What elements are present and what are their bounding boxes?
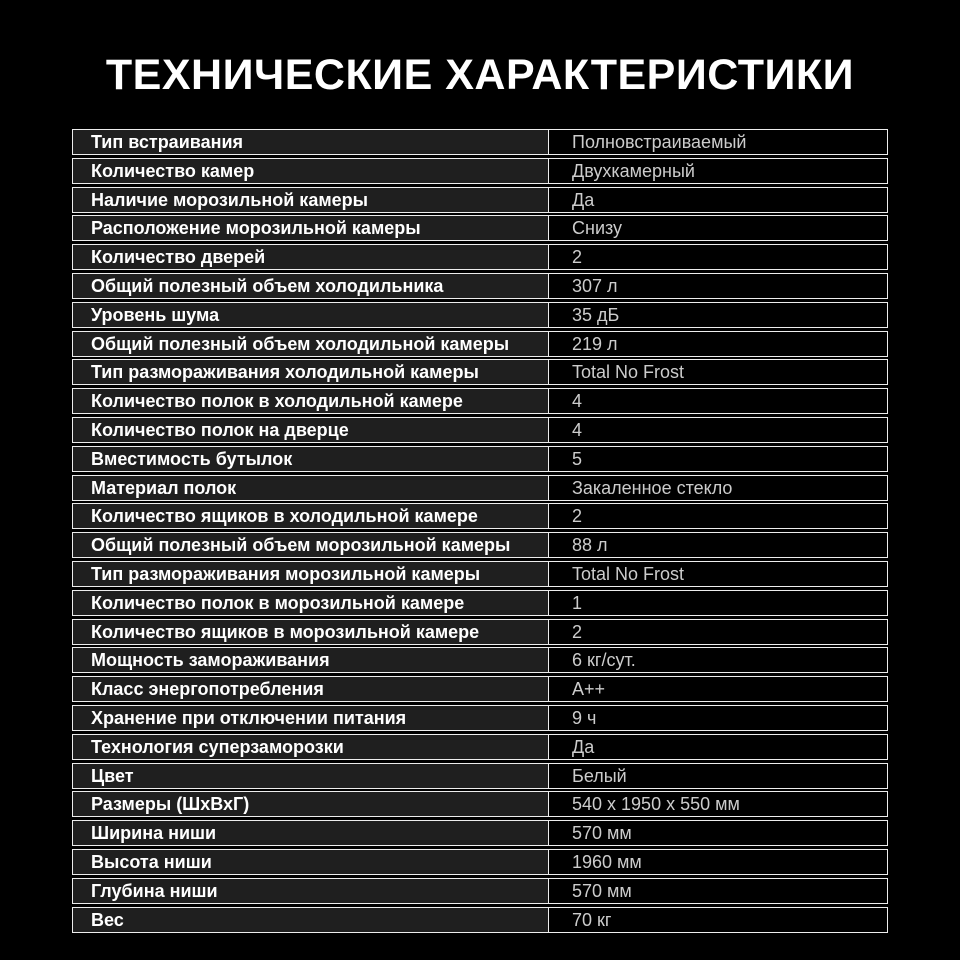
spec-table [72, 129, 888, 933]
spec-label: Размеры (ШхВхГ) [73, 792, 549, 816]
spec-row [72, 273, 888, 299]
spec-value: 540 x 1950 x 550 мм [549, 792, 887, 816]
spec-value: 5 [549, 447, 887, 471]
spec-value: Закаленное стекло [549, 476, 887, 500]
spec-row [72, 331, 888, 357]
spec-value: 570 мм [549, 821, 887, 845]
spec-value: 307 л [549, 274, 887, 298]
spec-row [72, 561, 888, 587]
spec-value: Полновстраиваемый [549, 130, 887, 154]
spec-label: Технология суперзаморозки [73, 735, 549, 759]
spec-value: 6 кг/сут. [549, 648, 887, 672]
spec-value: 4 [549, 389, 887, 413]
spec-row [72, 907, 888, 933]
spec-value: A++ [549, 677, 887, 701]
spec-label: Количество дверей [73, 245, 549, 269]
spec-label: Общий полезный объем холодильника [73, 274, 549, 298]
spec-row [72, 791, 888, 817]
spec-value: Двухкамерный [549, 159, 887, 183]
spec-label: Количество полок в морозильной камере [73, 591, 549, 615]
spec-row [72, 359, 888, 385]
spec-row [72, 244, 888, 270]
spec-value: 88 л [549, 533, 887, 557]
spec-row [72, 129, 888, 155]
page-title: ТЕХНИЧЕСКИЕ ХАРАКТЕРИСТИКИ [105, 51, 855, 99]
spec-row [72, 446, 888, 472]
spec-label: Количество ящиков в холодильной камере [73, 504, 549, 528]
spec-label: Общий полезный объем холодильной камеры [73, 332, 549, 356]
spec-value: Да [549, 735, 887, 759]
spec-row [72, 187, 888, 213]
spec-label: Общий полезный объем морозильной камеры [73, 533, 549, 557]
spec-value: 2 [549, 620, 887, 644]
spec-value: 219 л [549, 332, 887, 356]
spec-label: Количество полок на дверце [73, 418, 549, 442]
spec-label: Тип размораживания морозильной камеры [73, 562, 549, 586]
spec-row [72, 705, 888, 731]
spec-row [72, 503, 888, 529]
spec-row [72, 590, 888, 616]
spec-value: Белый [549, 764, 887, 788]
spec-label: Мощность замораживания [73, 648, 549, 672]
spec-row [72, 647, 888, 673]
spec-value: 1 [549, 591, 887, 615]
spec-row [72, 763, 888, 789]
spec-label: Количество полок в холодильной камере [73, 389, 549, 413]
spec-label: Хранение при отключении питания [73, 706, 549, 730]
spec-row [72, 532, 888, 558]
spec-label: Цвет [73, 764, 549, 788]
spec-value: 70 кг [549, 908, 887, 932]
spec-label: Уровень шума [73, 303, 549, 327]
spec-value: Total No Frost [549, 360, 887, 384]
spec-label: Ширина ниши [73, 821, 549, 845]
spec-row [72, 676, 888, 702]
spec-value: 9 ч [549, 706, 887, 730]
spec-row [72, 878, 888, 904]
spec-label: Количество камер [73, 159, 549, 183]
spec-value: Total No Frost [549, 562, 887, 586]
spec-value: 2 [549, 245, 887, 269]
spec-row [72, 215, 888, 241]
spec-label: Тип размораживания холодильной камеры [73, 360, 549, 384]
spec-label: Высота ниши [73, 850, 549, 874]
spec-row [72, 475, 888, 501]
spec-row [72, 734, 888, 760]
spec-label: Расположение морозильной камеры [73, 216, 549, 240]
spec-row [72, 158, 888, 184]
spec-row [72, 820, 888, 846]
spec-value: 1960 мм [549, 850, 887, 874]
spec-row [72, 849, 888, 875]
spec-row [72, 417, 888, 443]
spec-label: Количество ящиков в морозильной камере [73, 620, 549, 644]
spec-value: 2 [549, 504, 887, 528]
spec-value: 4 [549, 418, 887, 442]
spec-value: Да [549, 188, 887, 212]
spec-value: 35 дБ [549, 303, 887, 327]
spec-label: Тип встраивания [73, 130, 549, 154]
spec-label: Наличие морозильной камеры [73, 188, 549, 212]
spec-label: Вместимость бутылок [73, 447, 549, 471]
spec-value: 570 мм [549, 879, 887, 903]
spec-value: Снизу [549, 216, 887, 240]
spec-row [72, 302, 888, 328]
spec-row [72, 619, 888, 645]
spec-label: Материал полок [73, 476, 549, 500]
spec-row [72, 388, 888, 414]
spec-label: Класс энергопотребления [73, 677, 549, 701]
spec-label: Глубина ниши [73, 879, 549, 903]
spec-label: Вес [73, 908, 549, 932]
